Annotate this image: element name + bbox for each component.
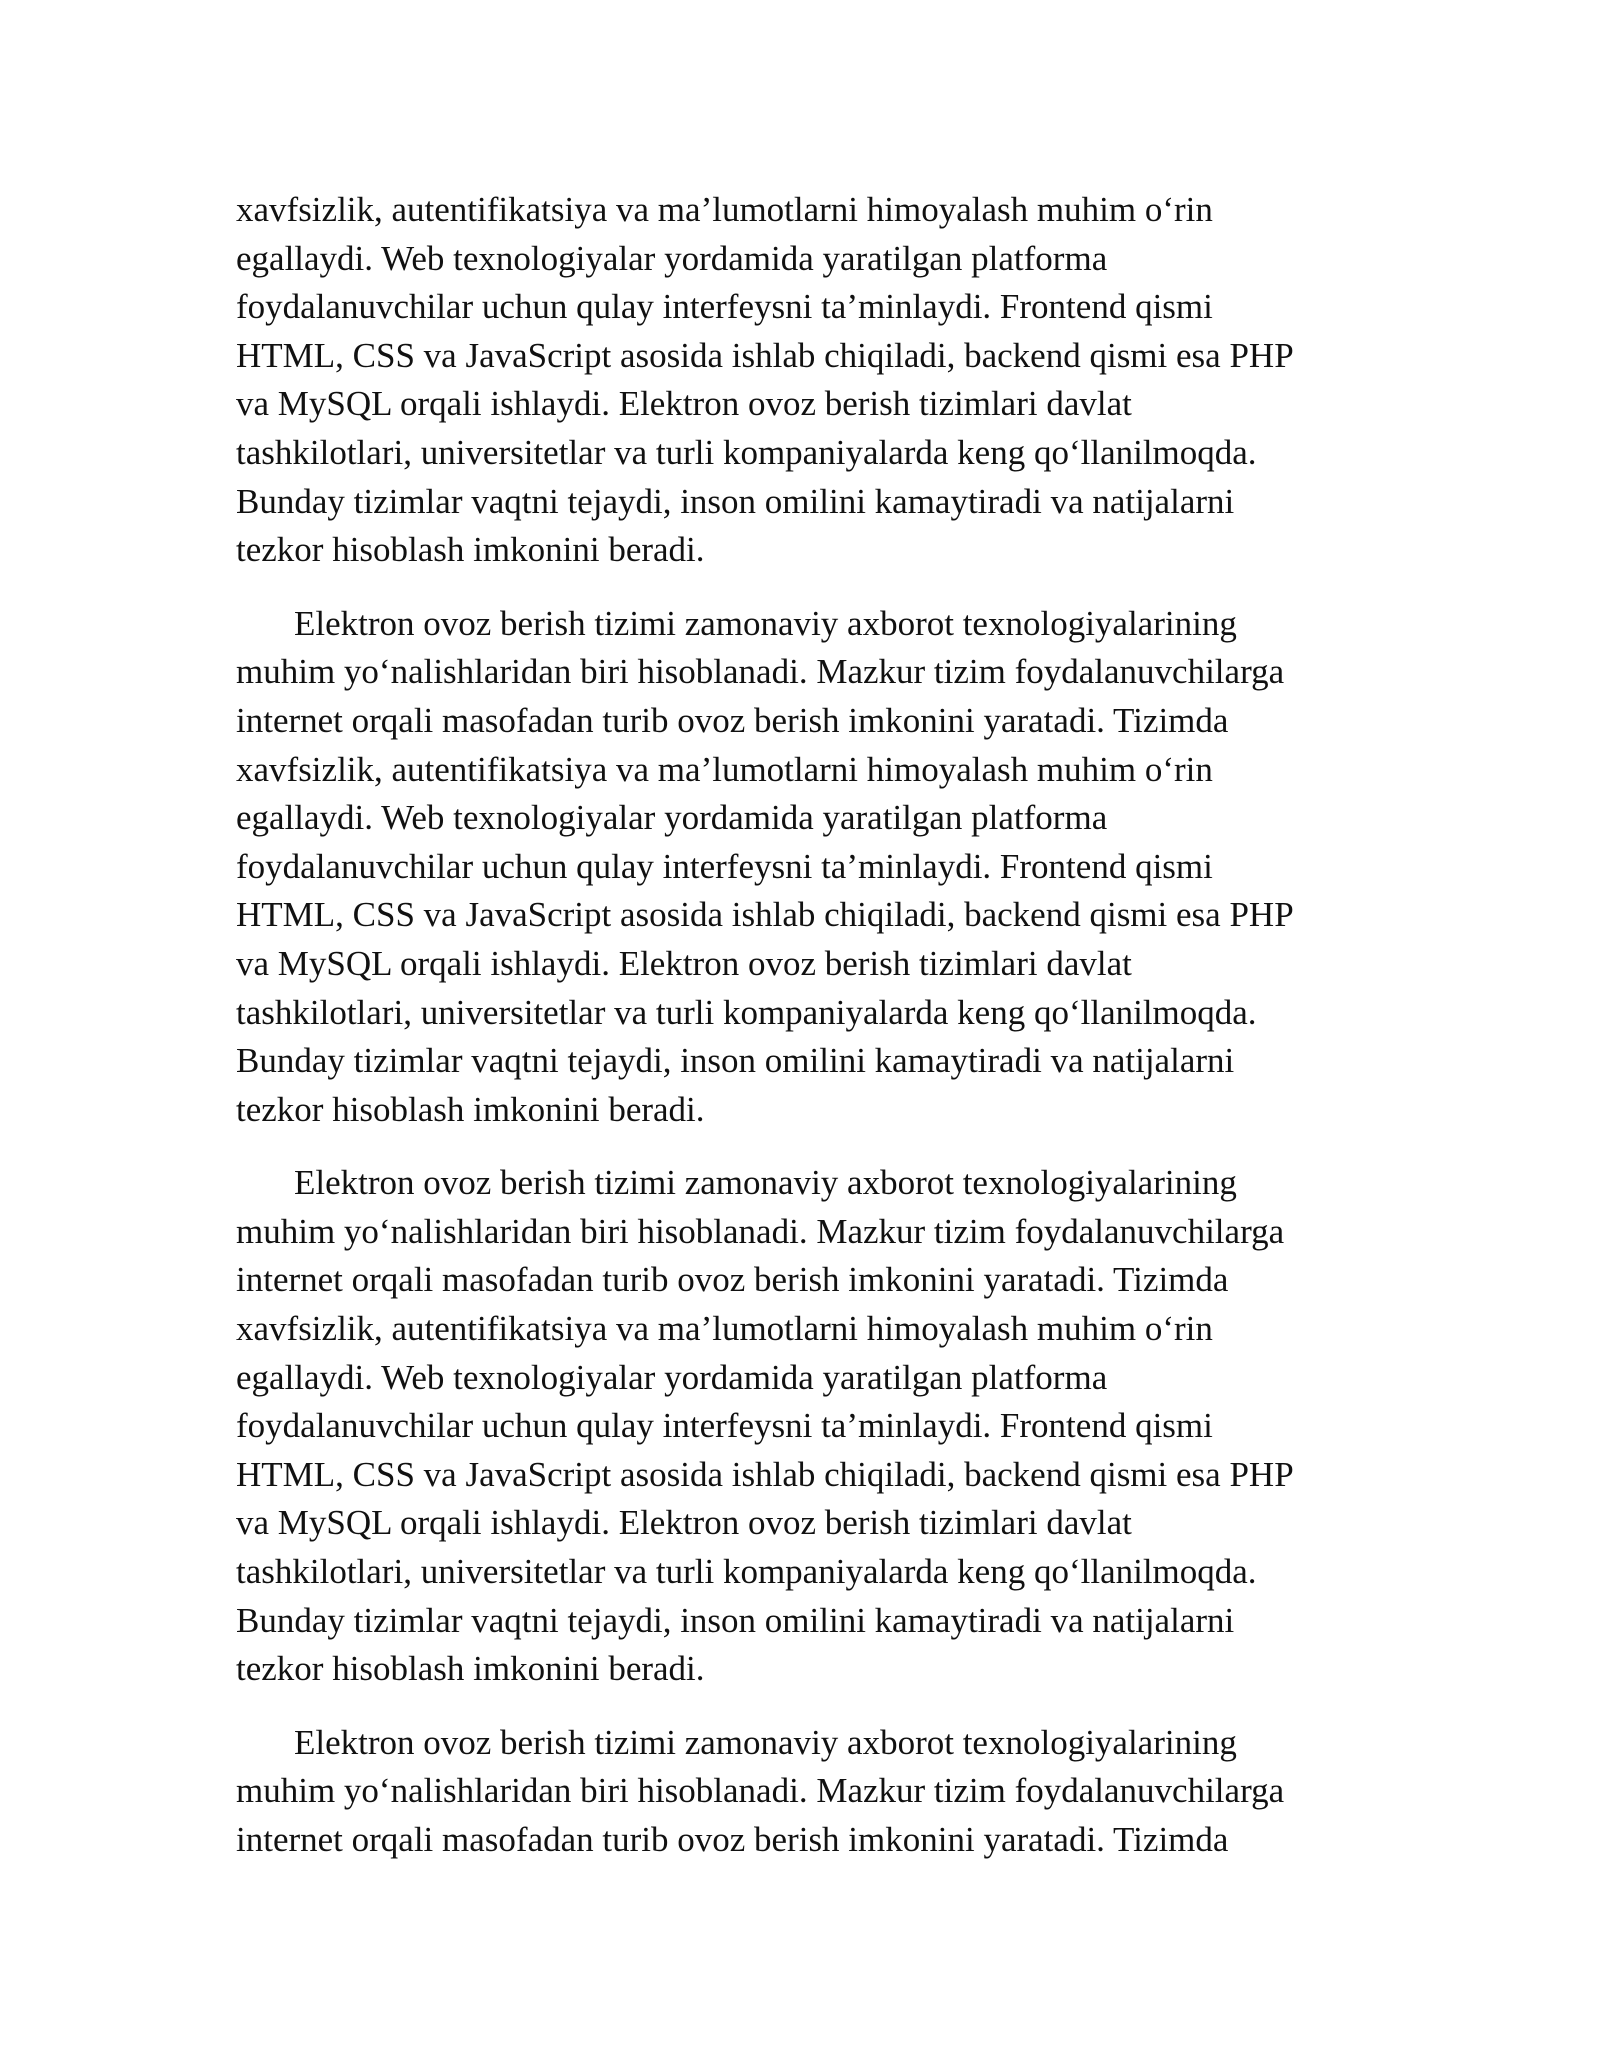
text-line: internet orqali masofadan turib ovoz berish imkonini yaratadi. Tizimda [236,1820,1229,1859]
text-line: tezkor hisoblash imkonini beradi. [236,1089,705,1129]
text-line: Bunday tizimlar vaqtni tejaydi, inson omilini kamaytiradi va natijalarni [236,1041,1235,1081]
text-line: va MySQL orqali ishlaydi. Elektron ovoz berish tizimlari davlat [236,1503,1132,1543]
text-line: HTML, CSS va JavaScript asosida ishlab chiqiladi, backend qismi esa PHP [236,1454,1294,1494]
text-line: tashkilotlari, universitetlar va turli kompaniyalarda keng qo‘llanilmoqda. [236,1552,1257,1592]
text-line: HTML, CSS va JavaScript asosida ishlab chiqiladi, backend qismi esa PHP [236,335,1294,375]
text-line: Bunday tizimlar vaqtni tejaydi, inson omilini kamaytiradi va natijalarni [236,481,1235,521]
text-line: foydalanuvchilar uchun qulay interfeysni ta’minlaydi. Frontend qismi [236,287,1213,327]
text-line: HTML, CSS va JavaScript asosida ishlab chiqiladi, backend qismi esa PHP [236,895,1294,935]
text-line: muhim yo‘nalishlaridan biri hisoblanadi. Mazkur tizim foydalanuvchilarga [236,1771,1285,1811]
text-line: foydalanuvchilar uchun qulay interfeysni ta’minlaydi. Frontend qismi [236,846,1213,886]
text-line: Bunday tizimlar vaqtni tejaydi, inson omilini kamaytiradi va natijalarni [236,1600,1235,1640]
text-line: Elektron ovoz berish tizimi zamonaviy axborot texnologiyalarining [294,1163,1237,1203]
text-line: va MySQL orqali ishlaydi. Elektron ovoz berish tizimlari davlat [236,384,1132,424]
paragraph-1 [236,186,1366,575]
text-line: va MySQL orqali ishlaydi. Elektron ovoz berish tizimlari davlat [236,943,1132,983]
paragraph-4 [236,1719,1366,1865]
text-line: internet orqali masofadan turib ovoz berish imkonini yaratadi. Tizimda [236,1260,1229,1300]
text-line: tezkor hisoblash imkonini beradi. [236,530,705,570]
text-line: tashkilotlari, universitetlar va turli kompaniyalarda keng qo‘llanilmoqda. [236,992,1257,1032]
text-line: foydalanuvchilar uchun qulay interfeysni ta’minlaydi. Frontend qismi [236,1406,1213,1446]
text-line: tezkor hisoblash imkonini beradi. [236,1649,705,1689]
text-line: xavfsizlik, autentifikatsiya va ma’lumotlarni himoyalash muhim o‘rin [236,1309,1213,1349]
text-line: Elektron ovoz berish tizimi zamonaviy axborot texnologiyalarining [294,603,1237,643]
text-line: Elektron ovoz berish tizimi zamonaviy axborot texnologiyalarining [294,1722,1237,1762]
text-line: egallaydi. Web texnologiyalar yordamida yaratilgan platforma [236,1357,1108,1397]
text-line: xavfsizlik, autentifikatsiya va ma’lumotlarni himoyalash muhim o‘rin [236,190,1213,229]
document-body [236,186,1366,1865]
paragraph-2 [236,600,1366,1135]
text-line: egallaydi. Web texnologiyalar yordamida yaratilgan platforma [236,798,1108,838]
text-line: muhim yo‘nalishlaridan biri hisoblanadi. Mazkur tizim foydalanuvchilarga [236,652,1285,692]
text-line: internet orqali masofadan turib ovoz berish imkonini yaratadi. Tizimda [236,700,1229,740]
paragraph-3 [236,1159,1366,1694]
text-line: xavfsizlik, autentifikatsiya va ma’lumotlarni himoyalash muhim o‘rin [236,749,1213,789]
text-line: egallaydi. Web texnologiyalar yordamida yaratilgan platforma [236,238,1108,278]
text-line: tashkilotlari, universitetlar va turli kompaniyalarda keng qo‘llanilmoqda. [236,432,1257,472]
text-line: muhim yo‘nalishlaridan biri hisoblanadi. Mazkur tizim foydalanuvchilarga [236,1211,1285,1251]
